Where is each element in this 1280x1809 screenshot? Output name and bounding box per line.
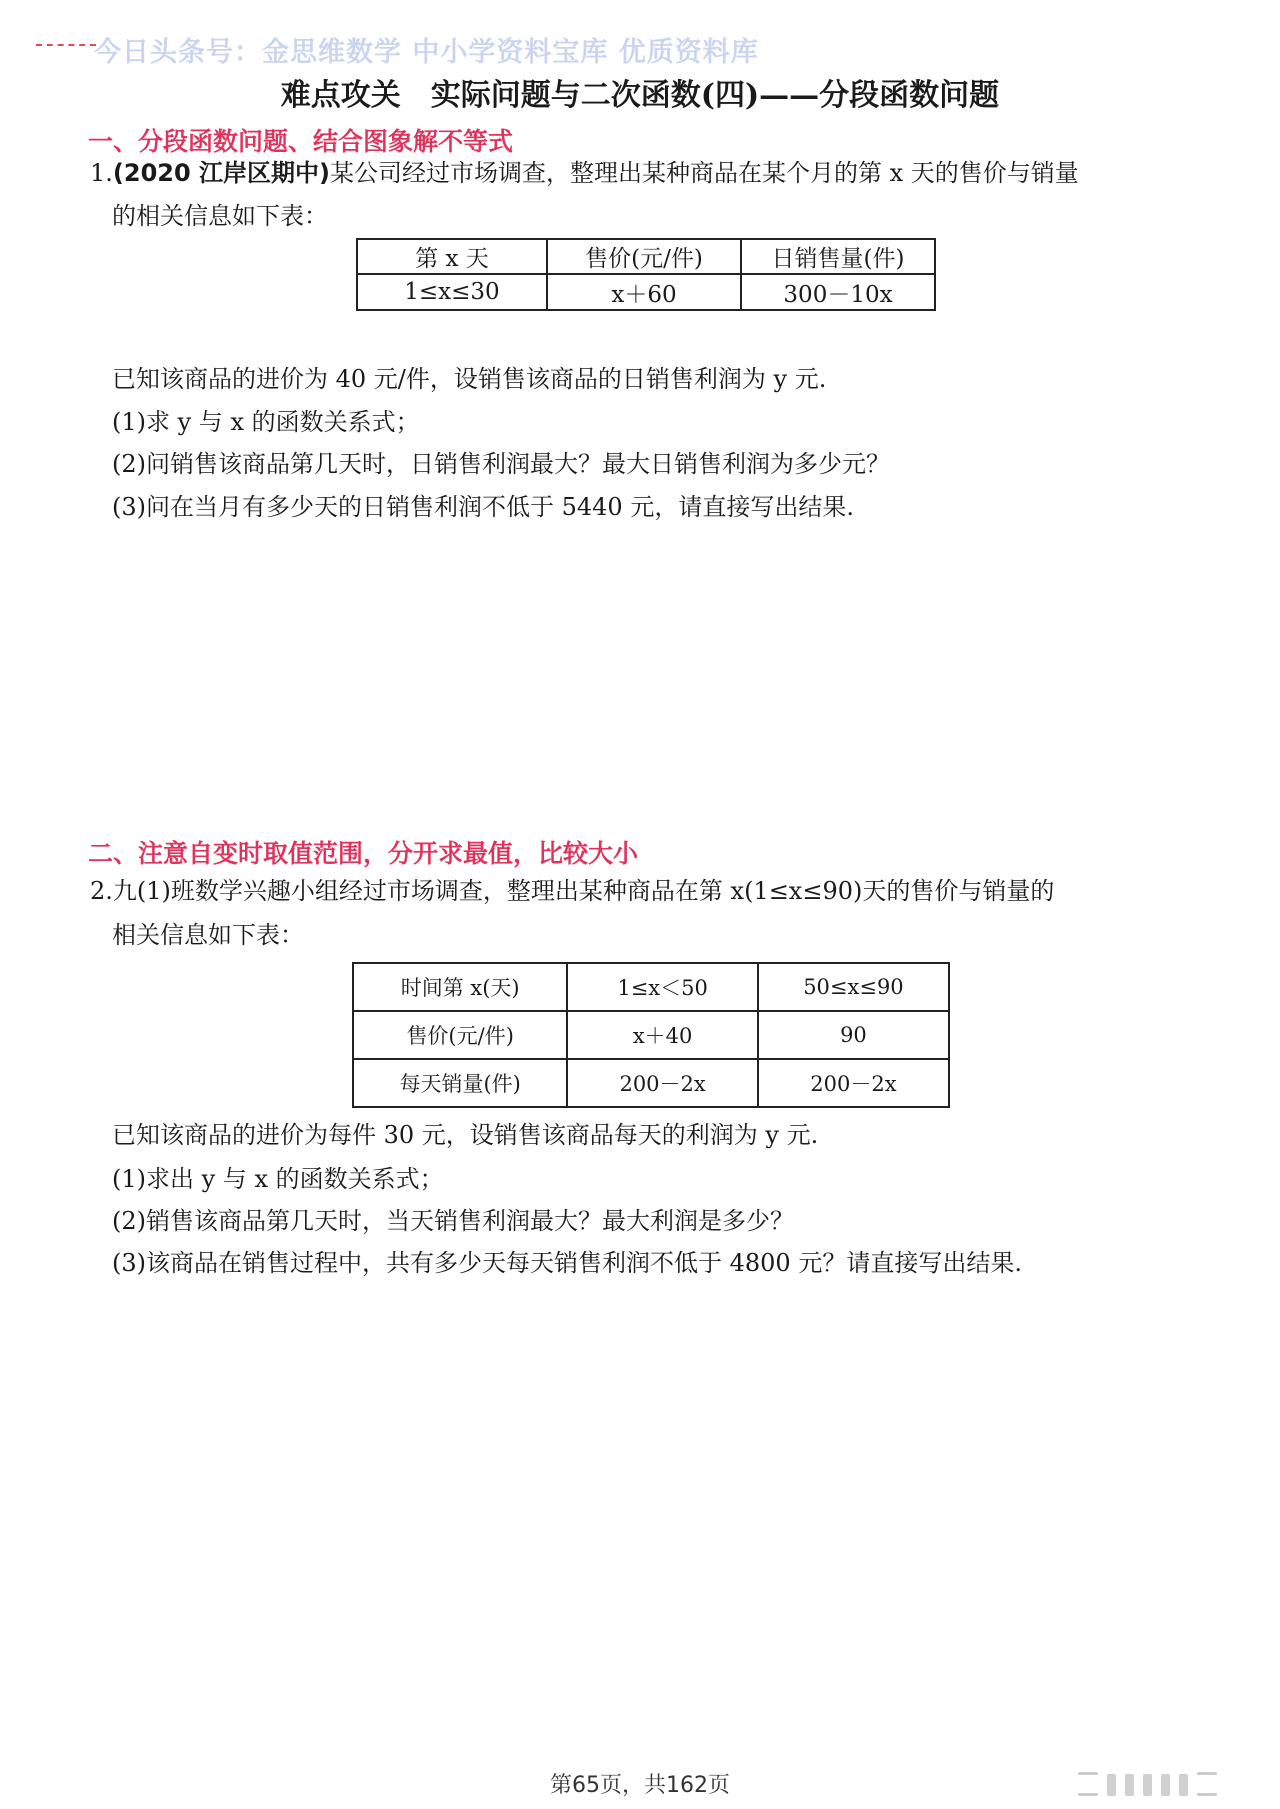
q2-number: 2. [90,877,113,905]
q1-given: 已知该商品的进价为 40 元/件，设销售该商品的日销售利润为 y 元. [112,365,827,393]
table-cell: 每天销量(件) [353,1059,567,1107]
table-cell: 1≤x＜50 [567,963,758,1011]
table-cell: 200－2x [758,1059,949,1107]
watermark: 今日头条号：金思维数学 中小学资料宝库 优质资料库 [94,37,759,68]
section-2-heading: 二、注意自变时取值范围，分开求最值，比较大小 [88,839,639,868]
table-cell: 售价(元/件) [353,1011,567,1059]
q1-part-2: (2)问销售该商品第几天时，日销售利润最大？最大日销售利润为多少元？ [112,450,890,478]
q1-stem: 某公司经过市场调查，整理出某种商品在某个月的第 x 天的售价与销量 [330,159,1079,187]
q2-part-3: (3)该商品在销售过程中，共有多少天每天销售利润不低于 4800 元？请直接写出结果. [112,1249,1022,1277]
q2-part-2: (2)销售该商品第几天时，当天销售利润最大？最大利润是多少？ [112,1207,794,1235]
page-footer: 第65页，共162页 [550,1773,730,1798]
table-header-cell: 日销售量(件) [741,239,935,274]
table-row [357,239,935,274]
table-cell: 1≤x≤30 [357,274,547,310]
q2-stem-line2: 相关信息如下表： [112,921,304,949]
q2-part-1: (1)求出 y 与 x 的函数关系式； [112,1165,444,1193]
table-cell: 300－10x [741,274,935,310]
table-row [353,963,949,1011]
q1-table [356,238,936,311]
table-header-cell: 第 x 天 [357,239,547,274]
q2-given: 已知该商品的进价为每件 30 元，设销售该商品每天的利润为 y 元. [112,1121,819,1149]
table-row [353,1059,949,1107]
menu-icon[interactable] [1078,1766,1258,1796]
table-cell: 90 [758,1011,949,1059]
q1-source: (2020 江岸区期中) [112,159,330,187]
table-row [353,1011,949,1059]
table-cell: x＋40 [567,1011,758,1059]
section-1-heading: 一、分段函数问题、结合图象解不等式 [88,127,514,156]
q2-table [352,962,950,1108]
table-cell: 时间第 x(天) [353,963,567,1011]
q2-stem: 九(1)班数学兴趣小组经过市场调查，整理出某种商品在第 x(1≤x≤90)天的售价与销量的 [112,877,1055,905]
q1-number: 1. [90,159,113,187]
q1-stem-line2: 的相关信息如下表： [112,202,328,230]
table-header-cell: 售价(元/件) [547,239,741,274]
q1-part-1: (1)求 y 与 x 的函数关系式； [112,408,420,436]
q1-stem-line1 [90,156,1079,190]
table-cell: x＋60 [547,274,741,310]
table-cell: 50≤x≤90 [758,963,949,1011]
page-title: 难点攻关 实际问题与二次函数(四)——分段函数问题 [280,78,1000,113]
table-cell: 200－2x [567,1059,758,1107]
q1-part-3: (3)问在当月有多少天的日销售利润不低于 5440 元，请直接写出结果. [112,493,854,521]
q2-stem-line1 [90,874,1054,908]
dash-marker [36,44,96,46]
table-row [357,274,935,310]
